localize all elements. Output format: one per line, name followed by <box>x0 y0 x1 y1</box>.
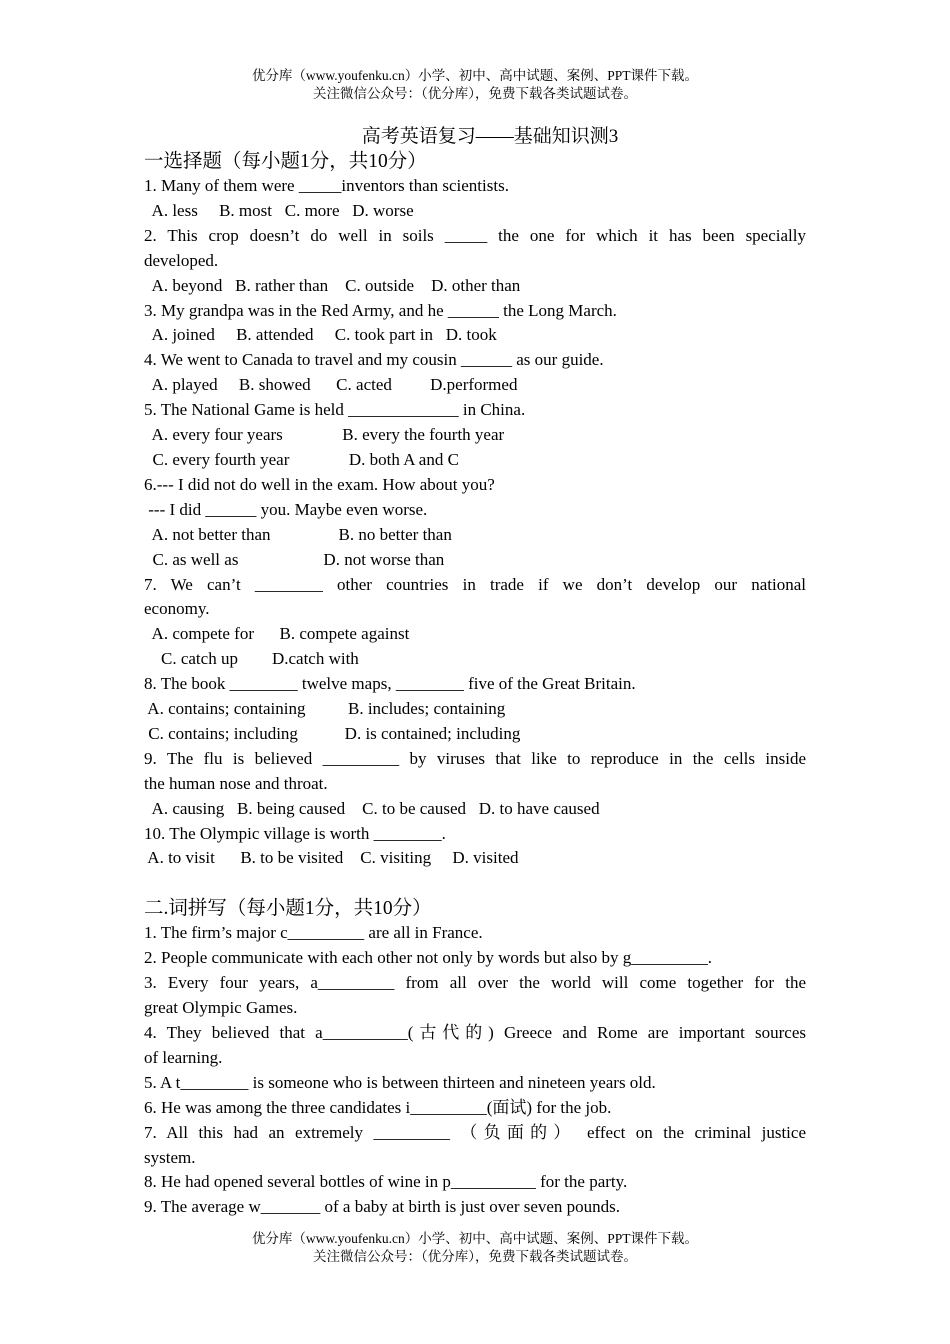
footer-line-2: 关注微信公众号：（优分库），免费下载各类试题试卷。 <box>313 1249 637 1264</box>
options-line: A. beyond B. rather than C. outside D. other than <box>144 275 521 295</box>
question-line: developed. <box>144 250 219 270</box>
options-line: C. as well as D. not worse than <box>144 549 445 569</box>
section-1-questions <box>144 174 806 871</box>
question-line: 1. The firm’s major c_________ are all in France. <box>144 923 483 943</box>
question-line: 4. We went to Canada to travel and my cousin ______ as our guide. <box>144 350 604 370</box>
question-line: 8. The book ________ twelve maps, ________ five of the Great Britain. <box>144 674 636 694</box>
question-line: economy. <box>144 599 210 619</box>
question-line: 1. Many of them were _____inventors than scientists. <box>144 176 509 195</box>
question-line: --- I did ______ you. Maybe even worse. <box>144 499 428 519</box>
question-line: 2. People communicate with each other not only by words but also by g_________. <box>144 948 712 968</box>
footer-line-1: 优分库（www.youfenku.cn）小学、初中、高中试题、案例、PPT课件下载。 <box>251 1231 699 1246</box>
question-line: the human nose and throat. <box>144 773 328 793</box>
page-footer <box>0 1230 950 1266</box>
question-line: of learning. <box>144 1047 223 1067</box>
document-body <box>144 124 806 1220</box>
options-line: A. contains; containing B. includes; containing <box>144 699 506 719</box>
options-line: C. every fourth year D. both A and C <box>144 449 459 469</box>
question-line: 6.--- I did not do well in the exam. How about you? <box>144 474 495 494</box>
question-line: 8. He had opened several bottles of wine in p__________ for the party. <box>144 1172 628 1192</box>
header-line-1: 优分库（www.youfenku.cn）小学、初中、高中试题、案例、PPT课件下载。 <box>251 68 699 83</box>
question-line: 10. The Olympic village is worth ________. <box>144 823 446 843</box>
options-line: A. to visit B. to be visited C. visiting D. visited <box>144 848 519 868</box>
question-line: 3. Every four years, a_________ from all over the world will come together for the <box>144 973 806 993</box>
section-2-questions <box>144 921 806 1220</box>
question-line: 6. He was among the three candidates i_________(面试) for the job. <box>144 1097 612 1117</box>
section-2-heading: 二.词拼写（每小题1分，共10分） <box>144 898 432 920</box>
question-line: great Olympic Games. <box>144 998 298 1018</box>
question-line: 9. The average w_______ of a baby at birth is just over seven pounds. <box>144 1197 621 1217</box>
options-line: A. causing B. being caused C. to be caused D. to have caused <box>144 798 600 818</box>
question-line: 5. A t________ is someone who is between thirteen and nineteen years old. <box>144 1072 656 1092</box>
question-line: 9. The flu is believed _________ by viruses that like to reproduce in the cells inside <box>144 748 806 768</box>
options-line: A. not better than B. no better than <box>144 524 452 544</box>
header-line-2: 关注微信公众号：（优分库），免费下载各类试题试卷。 <box>313 86 637 101</box>
options-line: A. played B. showed C. acted D.performed <box>144 375 518 395</box>
question-line: 2. This crop doesn’t do well in soils _____ the one for which it has been specially <box>144 225 806 245</box>
question-line: 7. We can’t ________ other countries in trade if we don’t develop our national <box>144 574 806 594</box>
page-title: 高考英语复习——基础知识测3 <box>361 126 619 147</box>
question-line: 4. They believed that a__________(古代的) Greece and Rome are important sources <box>144 1023 806 1042</box>
options-line: C. contains; including D. is contained; including <box>144 723 521 743</box>
page-header <box>0 67 950 103</box>
options-line: A. less B. most C. more D. worse <box>144 200 414 220</box>
section-1-heading: 一选择题（每小题1分，共10分） <box>144 151 427 172</box>
options-line: C. catch up D.catch with <box>144 649 359 669</box>
options-line: A. every four years B. every the fourth year <box>144 425 505 445</box>
options-line: A. compete for B. compete against <box>144 624 410 644</box>
question-line: 3. My grandpa was in the Red Army, and he ______ the Long March. <box>144 300 617 320</box>
question-line: 7. All this had an extremely _________ （负面的） effect on the criminal justice <box>144 1122 806 1142</box>
options-line: A. joined B. attended C. took part in D. took <box>144 325 497 345</box>
question-line: system. <box>144 1147 196 1167</box>
question-line: 5. The National Game is held _____________ in China. <box>144 400 526 420</box>
